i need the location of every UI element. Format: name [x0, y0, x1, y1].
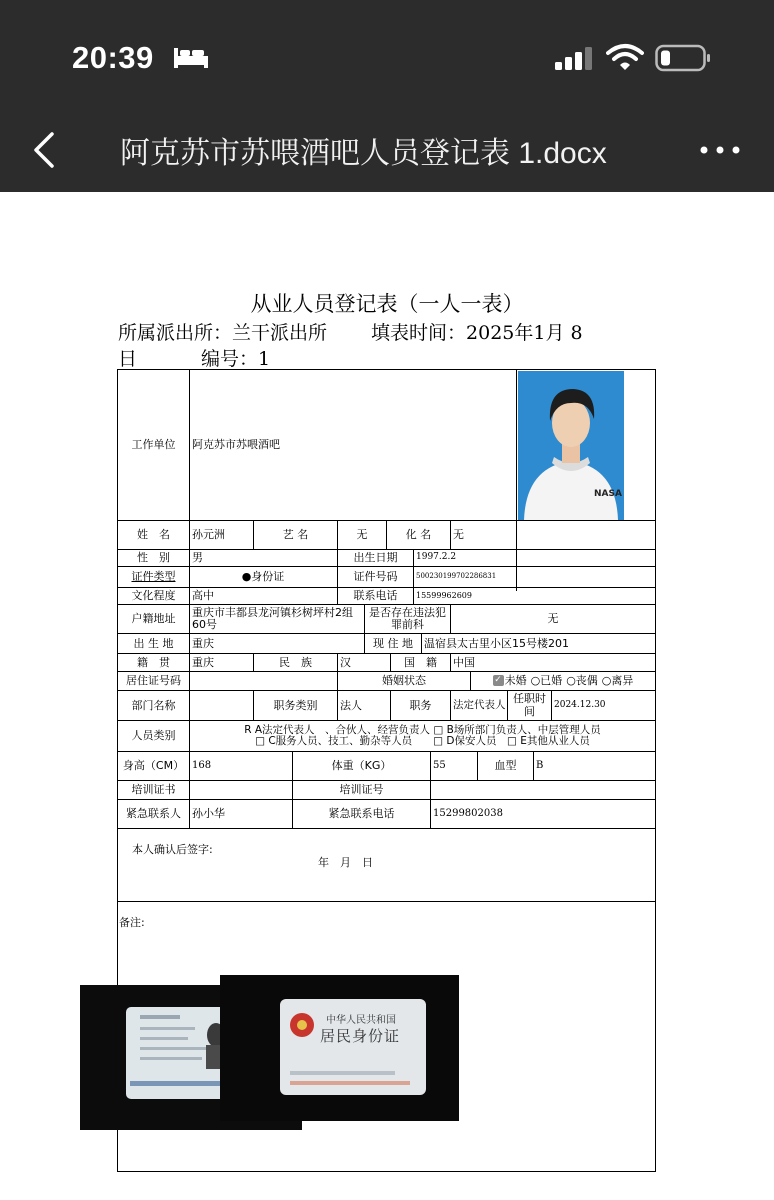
training-cert-no-label: 培训证号 — [339, 783, 384, 797]
hukou-label: 户籍地址 — [131, 612, 176, 626]
fill-time-value: 2025年1月 8 — [466, 322, 583, 344]
weight-value: 55 — [433, 759, 446, 771]
category-line-2: □ C服务人员、技工、勤杂等人员 □ D保安人员 □ E其他从业人员 — [255, 735, 590, 747]
residence-label: 现 住 地 — [373, 636, 413, 650]
blood-type-label: 血型 — [494, 759, 517, 773]
work-unit-value: 阿克苏市苏喂酒吧 — [192, 438, 280, 452]
emergency-contact-value: 孙小华 — [192, 807, 225, 821]
education-label: 文化程度 — [131, 589, 176, 603]
birthplace-label: 出 生 地 — [133, 636, 174, 650]
residence-value: 温宿县太古里小区15号楼201 — [424, 636, 569, 650]
nationality-label: 国 籍 — [404, 655, 437, 669]
alias-label: 化 名 — [405, 528, 432, 542]
birth-label: 出生日期 — [353, 551, 398, 565]
signature-date: 年 月 日 — [318, 856, 373, 870]
blood-type-value: B — [536, 759, 544, 771]
category-line-1: R A法定代表人 、合伙人、经营负责人 □ B场所部门负责人、中层管理人员 — [244, 723, 601, 736]
weight-label: 体重（KG） — [331, 759, 392, 773]
gender-value: 男 — [192, 551, 203, 565]
department-label: 部门名称 — [131, 698, 176, 712]
crime-record-value: 无 — [547, 612, 559, 626]
fill-time-label: 填表时间： — [371, 322, 467, 344]
marital-option-divorced: ○离异 — [601, 674, 634, 688]
form-title: 从业人员登记表（一人一表） — [250, 292, 524, 316]
remarks-label: 备注: — [119, 916, 145, 930]
emergency-contact-label: 紧急联系人 — [126, 807, 181, 821]
ethnic-value: 汉 — [340, 655, 351, 669]
form-header-line-2 — [118, 344, 270, 371]
marital-option-widowed: ○丧偶 — [566, 674, 598, 688]
app-header — [0, 0, 774, 192]
status-time: 20:39 — [72, 40, 154, 75]
sleep-mode-icon — [172, 44, 210, 70]
residence-permit-label: 居住证号码 — [126, 674, 181, 688]
category-label: 人员类别 — [131, 729, 176, 743]
post-type-value: 法人 — [340, 698, 362, 712]
phone-value: 15599962609 — [416, 590, 472, 600]
hukou-value: 重庆市丰都县龙河镇杉树坪村2组60号 — [192, 606, 353, 631]
tenure-value: 2024.12.30 — [554, 699, 606, 710]
education-value: 高中 — [192, 589, 214, 603]
name-label: 姓 名 — [137, 528, 170, 542]
more-options-button[interactable] — [696, 130, 744, 170]
post-type-label: 职务类别 — [273, 698, 318, 712]
art-name-value: 无 — [356, 528, 368, 542]
battery-icon — [655, 44, 711, 72]
back-button[interactable] — [26, 126, 66, 174]
profile-photo — [518, 371, 624, 520]
emergency-phone-label: 紧急联系电话 — [328, 807, 395, 821]
birthplace-value: 重庆 — [192, 636, 214, 650]
number-label: 编号： — [201, 348, 259, 370]
station-value: 兰干派出所 — [232, 322, 328, 344]
id-card-title: 居民身份证 — [320, 1027, 401, 1045]
name-value: 孙元洲 — [192, 528, 225, 542]
id-type-label: 证件类型 — [131, 570, 176, 584]
height-label: 身高（CM） — [122, 759, 185, 773]
crime-record-label: 是否存在违法犯罪前科 — [369, 606, 446, 631]
id-card-country: 中华人民共和国 — [326, 1015, 396, 1026]
svg-text:NASA: NASA — [594, 489, 622, 499]
birth-value: 1997.2.2 — [416, 552, 457, 563]
work-unit-label: 工作单位 — [131, 438, 176, 452]
fill-time-day: 日 — [118, 348, 138, 370]
art-name-label: 艺 名 — [282, 528, 309, 542]
cellular-signal-icon — [555, 46, 595, 72]
station-label: 所属派出所： — [118, 322, 233, 344]
marital-option-married: ○已婚 — [530, 674, 563, 688]
number-value: 1 — [258, 348, 271, 370]
id-card-front-photo — [220, 975, 459, 1121]
marital-label: 婚姻状态 — [382, 674, 426, 688]
checkbox-checked-icon: ✓ — [494, 675, 502, 686]
height-value: 168 — [192, 759, 212, 771]
id-type-value: ●身份证 — [241, 570, 285, 584]
phone-label: 联系电话 — [353, 589, 398, 603]
nationality-value: 中国 — [453, 655, 475, 669]
post-value: 法定代表人 — [453, 698, 506, 711]
id-number-value: 500230199702286831 — [416, 572, 497, 581]
form-header-line — [118, 318, 583, 345]
native-place-value: 重庆 — [192, 655, 214, 669]
emergency-phone-value: 15299802038 — [433, 807, 503, 819]
id-number-label: 证件号码 — [353, 570, 398, 584]
ethnic-label: 民 族 — [279, 655, 312, 669]
training-cert-label: 培训证书 — [131, 783, 176, 797]
native-place-label: 籍 贯 — [137, 655, 170, 669]
wifi-icon — [606, 42, 644, 72]
alias-value: 无 — [453, 528, 464, 542]
marital-option-unmarried: ✓ 未婚 — [494, 674, 527, 688]
tenure-label: 任职时间 — [513, 692, 546, 718]
post-label: 职务 — [409, 698, 432, 712]
document-title: 阿克苏市苏喂酒吧人员登记表 1.docx — [120, 137, 607, 170]
gender-label: 性 别 — [137, 551, 170, 565]
category-options — [190, 721, 655, 751]
marital-options — [471, 672, 655, 690]
signature-label: 本人确认后签字: — [132, 843, 213, 857]
